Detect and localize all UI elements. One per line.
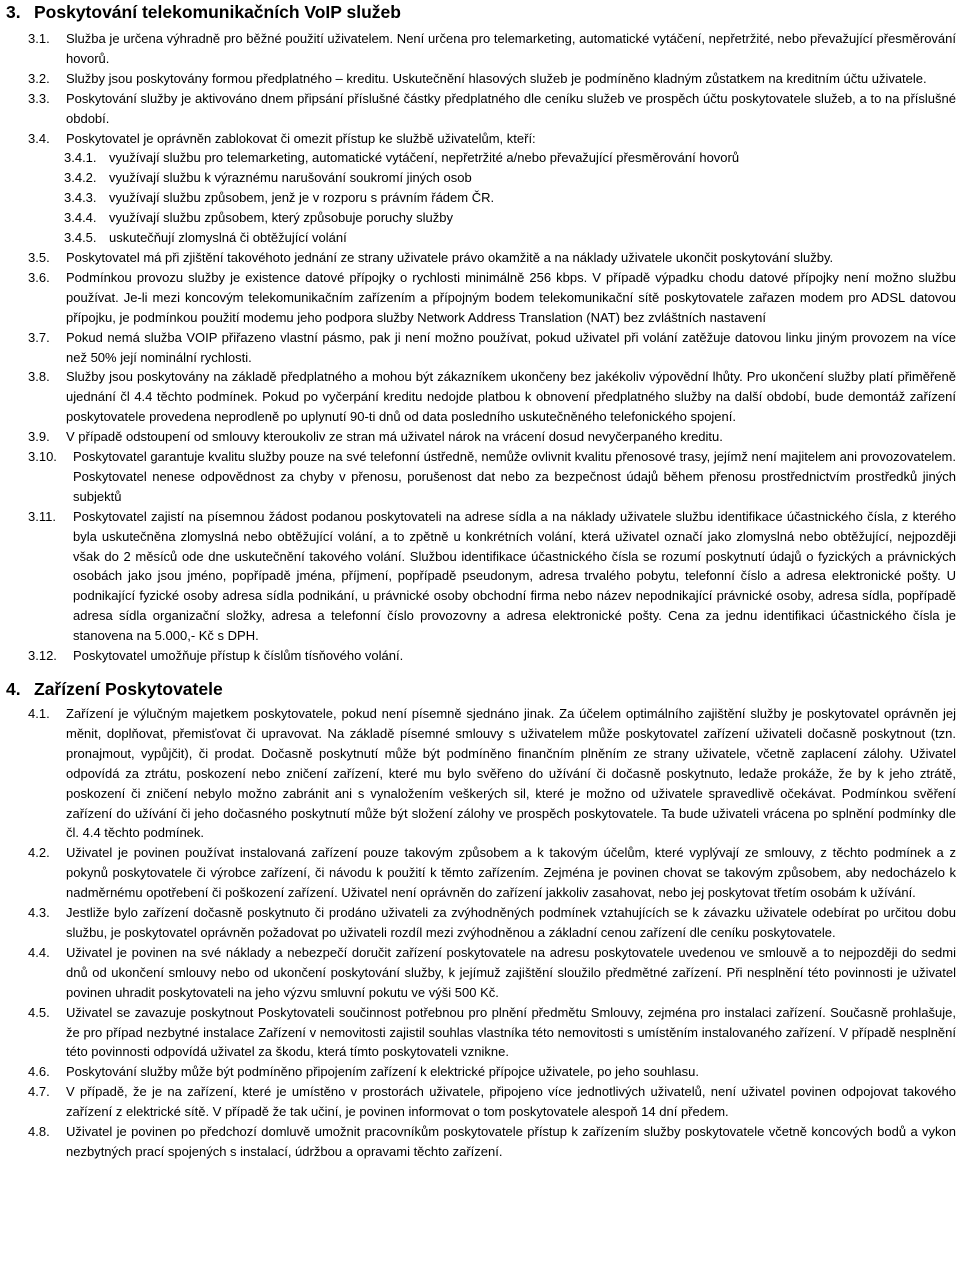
clause-item [6,903,956,943]
clause-item [6,367,956,427]
clause-item [6,427,956,447]
section-3-number: 3. [6,2,21,22]
clause-item [6,646,956,666]
clause-number: 3.5. [28,249,50,265]
clause-text: Uživatel je povinen po předchozí domluvě umožnit pracovníkům poskytovatele přístup k zařízením služby poskytovatele včetně koncových bodů a vykon nezbytných prací spojených s instalací, údržbou a opravami těchto zařízení. [66,1124,956,1159]
clause-text: Poskytovatel garantuje kvalitu služby pouze na své telefonní ústředně, nemůže ovlivnit kvalitu přenosové trasy, jejímž není majitelem ani provozovatelem. Poskytovatel nenese odpovědnost za chyby v přenosu, porušenost dat nebo za bezpečnost údajů během přenosu prostřednictvím prostředků jiných subjektů [73,449,956,504]
clause-text: využívají službu k výraznému narušování soukromí jiných osob [109,170,472,186]
section-3-heading [6,1,956,23]
clause-number: 4.8. [28,1124,50,1140]
subclause-item [6,188,956,208]
clause-item [6,89,956,129]
section-4-items [6,704,956,1162]
clause-number: 3.4.5. [64,230,97,246]
clause-item [6,268,956,328]
clause-text: V případě odstoupení od smlouvy kteroukoliv ze stran má uživatel nárok na vrácení dosud nevyčerpaného kreditu. [66,429,723,445]
clause-text: V případě, že je na zařízení, které je umístěno v prostorách uživatele, připojeno více jednotlivých uživatelů, není uživatel povinen odpojovat takového zařízení z elektrické sítě. V případě že tak učiní, je povinen informovat o tom poskytovatele alespoň 14 dní předem. [66,1084,956,1120]
section-4-title: Zařízení Poskytovatele [34,679,223,699]
clause-number: 3.1. [28,31,50,46]
clause-text: Poskytovatel má při zjištění takovéhoto jednání ze strany uživatele právo okamžitě a na náklady uživatele ukončit poskytování služby. [66,249,834,265]
clause-text: Uživatel je povinen na své náklady a nebezpečí doručit zařízení poskytovatele na adresu poskytovatele uvedenou ve smlouvě a to nejpozději do sedmi dnů od ukončení smlouvy nebo od ukončení poskytování služby, k jejímuž zajištění sloužilo předmětné zařízení. Při nesplnění této povinnosti je uživatel povinen uhradit poskytovateli na jeho výzvu smluvní pokutu ve výši 500 Kč. [66,944,956,1000]
clause-text: Zařízení je výlučným majetkem poskytovatele, pokud není písemně sjednáno jinak. Za účelem optimálního zajištění služby je poskytovatel oprávněn jej měnit, doplňovat, přemisťovat či upravovat. Na základě písemné smlouvy s uživatelem může poskytovatel zařízení uživateli dočasně poskytnout (tzn. pronajmout, vypůjčit), či prodat. Dočasně poskytnutí může být podmíněno finančním plněním ze strany uživatele, včetně zaplacení zálohy. Uživatel odpovídá za ztrátu, poskození nebo zničení zařízení, které mu bylo svěřeno do užívání či dočasně poskytnuto, ledaže prokáže, že by k jeho ztrátě, poskození či zničení nebylo možno zabránit ani s vynaložením veškerých sil, které je možno od uživatele spravedlivě očekávat. Podmínkou svěření zařízení do užívání či jeho dočasného poskytnutí může být složení zálohy ve prospěch poskytovatele. Ta bude uživateli vrácena po splnění podmínky dle čl. 4.4 těchto podmínek. [66,706,956,841]
clause-text: Služby jsou poskytovány na základě předplatného a mohou být zákazníkem ukončeny bez jakékoliv výpovědní lhůty. Pro ukončení služby platí přiměřeně ujednání čl 4.4 těchto podmínek. Pokud po vyčerpání kreditu nedojde platbou k obnovení předplatného služby na další období, bude demontáž zařízení poskytovatele provedena neprodleně po uplynutí 90-ti dnů od data posledního uskutečněného telefonického spojení. [66,369,956,425]
subclause-item [6,148,956,168]
clause-number: 3.10. [28,449,57,465]
section-4-number: 4. [6,679,21,699]
clause-text: Služba je určena výhradně pro běžné použití uživatelem. Není určena pro telemarketing, automatické vytáčení, nepřetržité, nebo převažující přesměrování hovorů. [66,31,956,66]
clause-item [6,507,956,646]
clause-item [6,69,956,89]
clause-number: 3.6. [28,269,50,285]
section-3-title: Poskytování telekomunikačních VoIP služeb [34,2,401,22]
clause-number: 4.2. [28,845,50,861]
clause-text: Poskytovatel umožňuje přístup k číslům tísňového volání. [73,648,404,664]
clause-text: Uživatel je povinen používat instalovaná zařízení pouze takovým způsobem a k takovým účelům, které vyplývají ze smlouvy, z těchto podmínek a z pokynů poskytovatele či výrobce zařízení, či návodu k použití k těmto zařízením. Zejména je povinen chovat se takovým způsobem, aby nedocházelo k nadměrnému opotřebení či poškození zařízení. Uživatel není oprávněn do zařízení jakkoliv zasahovat, nebo jej poskytovat třetím osobám k užívání. [66,845,956,901]
clause-text: Pokud nemá služba VOIP přiřazeno vlastní pásmo, pak ji není možno používat, pokud uživatel při volání zatěžuje datovou linku jiným provozem na více než 50% její nominální rychlosti. [66,329,956,365]
clause-number: 4.4. [28,944,50,960]
clause-item [6,1082,956,1122]
section-3-4-subitems [6,148,956,248]
clause-number: 3.8. [28,369,50,385]
clause-number: 3.9. [28,429,50,445]
clause-number: 4.3. [28,905,50,921]
clause-number: 3.4.3. [64,190,97,206]
clause-item [6,1062,956,1082]
clause-item [6,328,956,368]
clause-number: 3.4.1. [64,150,97,166]
clause-text: uskutečňují zlomyslná či obtěžující volání [109,230,347,246]
clause-number: 3.4. [28,130,50,146]
clause-item [6,943,956,1003]
clause-number: 4.6. [28,1064,50,1080]
clause-text: využívají službu pro telemarketing, automatické vytáčení, nepřetržité a/nebo převažující přesměrování hovorů [109,150,740,166]
clause-text: Poskytování služby je aktivováno dnem připsání příslušné částky předplatného dle ceníku služeb ve prospěch účtu poskytovatele služeb, a to na příslušné období. [66,90,956,126]
clause-text: využívají službu způsobem, jenž je v rozporu s právním řádem ČR. [109,190,495,206]
clause-text: Podmínkou provozu služby je existence datové přípojky o rychlosti minimálně 256 kbps. V případě výpadku chodu datové přípojky není možno službu používat. Je-li mezi koncovým telekomunikačním zařízením a přípojným bodem telekomunikační sítě poskytovatele zařazen modem pro ADSL datovou přípojku, je podmínkou použití modemu jeho podpora služby Network Address Translation (NAT) bez zvláštních nastavení [66,269,956,325]
subclause-item [6,228,956,248]
clause-item [6,447,956,507]
clause-text: Poskytování služby může být podmíněno připojením zařízení k elektrické přípojce uživatele, po jeho souhlasu. [66,1064,700,1080]
clause-item [6,248,956,268]
clause-item [6,1122,956,1162]
clause-number: 4.7. [28,1084,50,1100]
clause-number: 3.11. [28,508,56,524]
clause-text: Poskytovatel zajistí na písemnou žádost podanou poskytovateli na adrese sídla a na náklady uživatele službu identifikace účastnického čísla, z kterého byla uskutečněna zlomyslná nebo obtěžující volání, a to zpětně u konkrétních volání, která uživatel označí jako zlomyslná nebo obtěžující, nejpozději však do 2 měsíců ode dne uskutečnění takového volání. Službou identifikace účastnického čísla se rozumí poskytnutí údajů o fyzických a právnických osobách jako jsou jméno, popřípadě jména, příjmení, popřípadě pseudonym, adresa trvalého pobytu, telefonní číslo a adresa elektronické pošty. U podnikající fyzické osoby adresa sídla podnikání, u právnické osoby obchodní firma nebo název nepodnikající právnické osoby, adresa sídla, popřípadě adresa sídla organizační složky, adresa a telefonní číslo provozovny a adresa elektronické pošty. Cena za jednu identifikaci účastnického čísla je stanovena na 5.000,- Kč s DPH. [73,508,956,644]
clause-number: 4.5. [28,1004,50,1020]
clause-item [6,704,956,843]
clause-number: 3.3. [28,90,50,106]
clause-number: 3.2. [28,70,50,86]
clause-item [6,29,956,69]
clause-text: Uživatel se zavazuje poskytnout Poskytovateli součinnost potřebnou pro plnění předmětu Smlouvy, zejména pro instalaci zařízení. Současně prohlašuje, že pro případ nezbytné instalace Zařízení v nemovitosti zajistil souhlas vlastníka této nemovitosti s umístěním instalovaného zařízení. V případě nesplnění této povinnosti odpovídá uživatel za škodu, která tímto poskytovateli vznikne. [66,1004,956,1060]
clause-number: 3.12. [28,648,57,664]
clause-text: Jestliže bylo zařízení dočasně poskytnuto či prodáno uživateli za zvýhodněných podmínek vztahujících se k závazku uživatele odebírat po určitou dobu službu, je poskytovatel oprávněn požadovat po uživateli rozdíl mezi zvýhodněnou a základní cenou zařízení dle ceníku poskytovatele. [66,905,956,940]
clause-item [6,843,956,903]
clause-number: 3.7. [28,329,50,345]
clause-text: využívají službu způsobem, který způsobuje poruchy služby [109,210,453,226]
section-3-items [6,29,956,148]
clause-text: Poskytovatel je oprávněn zablokovat či omezit přístup ke službě uživatelům, kteří: [66,130,536,146]
clause-item [6,129,956,149]
clause-number: 3.4.2. [64,170,97,186]
clause-number: 4.1. [28,706,50,721]
section-4-heading [6,678,956,700]
subclause-item [6,168,956,188]
clause-text: Služby jsou poskytovány formou předplatného – kreditu. Uskutečnění hlasových služeb je podmíněno kladným zůstatkem na kreditním účtu uživatele. [66,70,927,86]
section-3-items-continued [6,248,956,666]
subclause-item [6,208,956,228]
clause-number: 3.4.4. [64,210,97,226]
clause-item [6,1003,956,1063]
